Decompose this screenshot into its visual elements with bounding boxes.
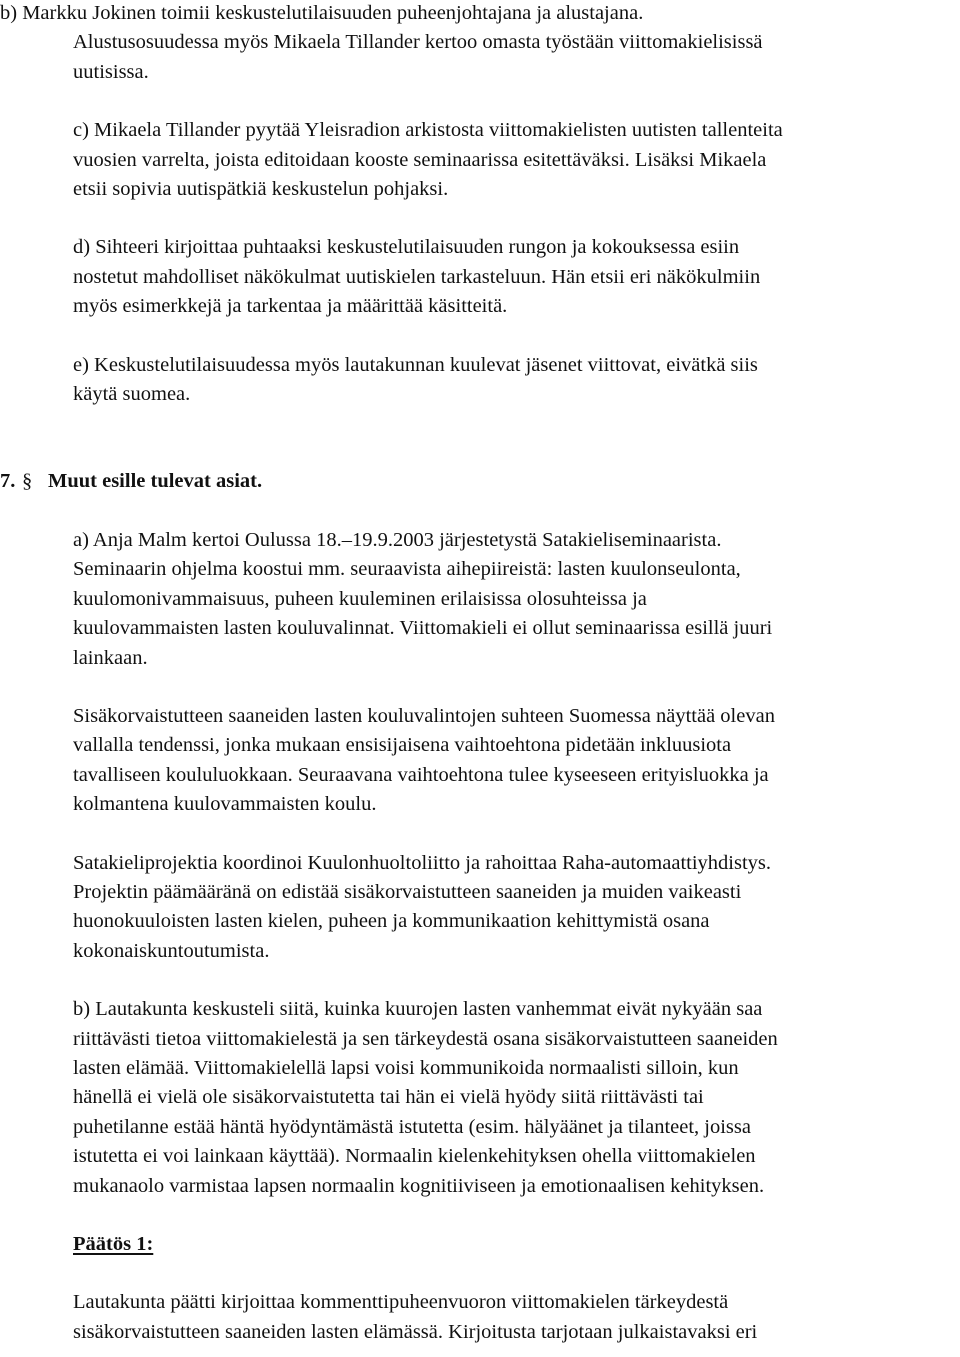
paragraph-gap (73, 966, 960, 995)
paragraph-gap (73, 87, 960, 116)
paragraph-gap (73, 1259, 960, 1288)
paragraph-gap (73, 1201, 960, 1230)
paragraph-project: Satakieliprojektia koordinoi Kuulonhuoltoliitto ja rahoittaa Raha-automaattiyhdistys. Projektin päämääränä on edistää sisäkorvaistutteen saaneiden ja muiden vaikeasti huonokuuloisten lasten kielen, puheen ja kommunikaation kehittymistä osana kokonaiskuntoutumista. (73, 851, 772, 962)
paragraph-b-discussion: b) Lautakunta keskusteli siitä, kuinka kuurojen lasten vanhemmat eivät nykyään saa riittävästi tietoa viittomakielestä ja sen tärkeydestä osana sisäkorvaistutteen saaneiden lasten elämää. Viittomakielellä lapsi voisi kommunikoida normaalisti silloin, kun hänellä ei vielä ole sisäkorvaistutetta tai hän ei vielä hyödy siitä riittävästi tai puhetilanne estää häntä hyödyntämästä istutetta (esim. hälyäänet ja tilanteet, joissa istutetta ei voi lainkaan käyttää). Normaalin kielenkehityksen ohella viittomakielen mukanaolo varmistaa lapsen normaalin kognitiiviseen ja emotionaalisen kehityksen. (73, 998, 778, 1197)
section-gap (73, 409, 960, 467)
decision-heading: Päätös 1: (73, 1233, 154, 1255)
paragraph-gap (73, 673, 960, 702)
paragraph-gap (73, 322, 960, 351)
paragraph-c-archive: c) Mikaela Tillander pyytää Yleisradion arkistosta viittomakielisten uutisten tallenteita vuosien varrelta, joista editoidaan kooste seminaarissa esitettäväksi. Lisäksi Mikaela etsii sopivia uutispätkiä keskustelun pohjaksi. (73, 119, 783, 201)
paragraph-a-seminar: a) Anja Malm kertoi Oulussa 18.–19.9.2003 järjestetystä Satakieliseminaarista. Seminaarin ohjelma koostui mm. seuraavista aihepiireistä: lasten kuulonseulonta, kuulomonivammaisuus, puheen kuuleminen erilaisissa olosuhteissa ja kuulovammaisten lasten kouluvalinnat. Viittomakieli ei ollut seminaarissa esillä juuri lainkaan. (73, 528, 773, 669)
paragraph-gap (73, 820, 960, 849)
paragraph-cochlear-schooling: Sisäkorvaistutteen saaneiden lasten kouluvalintojen suhteen Suomessa näyttää olevan vallalla tendenssi, jonka mukaan ensisijaisena vaihtoehtona pidetään inkluusiota tavalliseen koululuokkaan. Seuraavana vaihtoehtona tulee kyseeseen erityisluokka ja kolmantena kuulovammaisten koulu. (73, 704, 775, 816)
paragraph-e-members: e) Keskustelutilaisuudessa myös lautakunnan kuulevat jäsenet viittovat, eivätkä siis käytä suomea. (73, 353, 758, 406)
paragraph-b-speaker: b) Markku Jokinen toimii keskustelutilaisuuden puheenjohtajana ja alustajana. Alustusosuudessa myös Mikaela Tillander kertoo omasta työstään viittomakielisissä uutisissa. (0, 2, 763, 83)
section-heading (0, 467, 960, 496)
paragraph-d-secretary: d) Sihteeri kirjoittaa puhtaaksi keskustelutilaisuuden rungon ja kokouksessa esiin nostetut mahdolliset näkökulmat uutiskielen tarkasteluun. Hän etsii eri näkökulmiin myös esimerkkejä ja tarkentaa ja määrittää käsitteitä. (73, 236, 761, 318)
section-mark: § (22, 470, 33, 493)
paragraph-gap (73, 497, 960, 526)
section-number: 7. (0, 470, 16, 493)
paragraph-gap (73, 204, 960, 233)
section-title: Muut esille tulevat asiat. (48, 470, 263, 493)
paragraph-decision: Lautakunta päätti kirjoittaa kommenttipuheenvuoron viittomakielen tärkeydestä sisäkorvaistutteen saaneiden lasten elämässä. Kirjoitusta tarjotaan julkaistavaksi eri (73, 1291, 758, 1343)
